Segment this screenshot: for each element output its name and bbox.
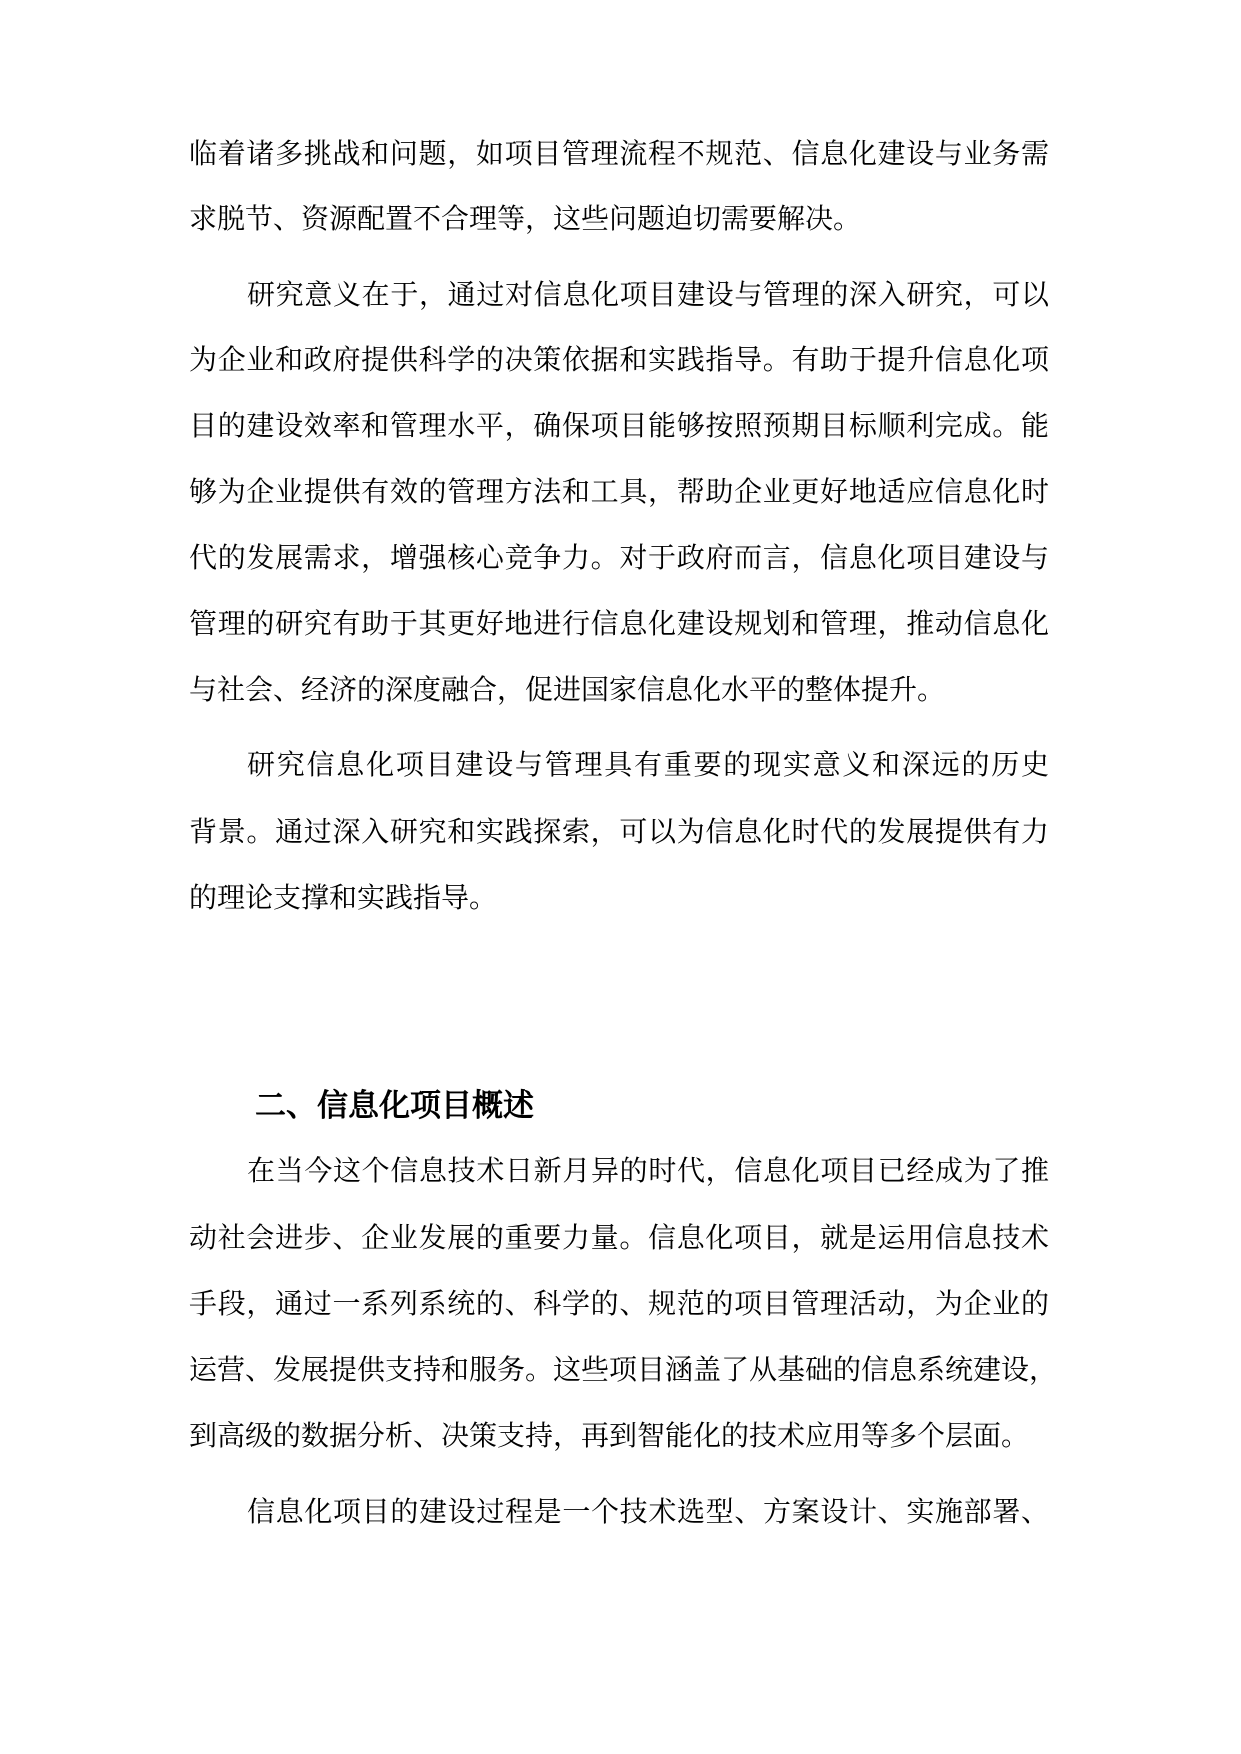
section-paragraph-1-line-3: 手段，通过一系列系统的、科学的、规范的项目管理活动，为企业的: [189, 1287, 1049, 1320]
section-paragraph-1-line-5: 到高级的数据分析、决策支持，再到智能化的技术应用等多个层面。: [189, 1419, 1030, 1452]
section-heading: 二、信息化项目概述: [255, 1088, 534, 1124]
paragraph-2-line-5: 代的发展需求，增强核心竞争力。对于政府而言，信息化项目建设与: [189, 541, 1049, 574]
paragraph-3-line-1: 研究信息化项目建设与管理具有重要的现实意义和深远的历史: [247, 748, 1049, 781]
section-paragraph-1-line-4: 运营、发展提供支持和服务。这些项目涵盖了从基础的信息系统建设，: [189, 1353, 1058, 1386]
paragraph-2-line-6: 管理的研究有助于其更好地进行信息化建设规划和管理，推动信息化: [189, 607, 1049, 640]
paragraph-1-line-2: 求脱节、资源配置不合理等，这些问题迫切需要解决。: [189, 202, 862, 235]
section-paragraph-1-line-2: 动社会进步、企业发展的重要力量。信息化项目，就是运用信息技术: [189, 1221, 1049, 1254]
paragraph-3-line-2: 背景。通过深入研究和实践探索，可以为信息化时代的发展提供有力: [189, 815, 1049, 848]
paragraph-2-line-2: 为企业和政府提供科学的决策依据和实践指导。有助于提升信息化项: [189, 343, 1049, 376]
paragraph-2-line-7: 与社会、经济的深度融合，促进国家信息化水平的整体提升。: [189, 673, 946, 706]
paragraph-2-line-4: 够为企业提供有效的管理方法和工具，帮助企业更好地适应信息化时: [189, 475, 1049, 508]
paragraph-2-line-1: 研究意义在于，通过对信息化项目建设与管理的深入研究，可以: [247, 278, 1049, 311]
section-paragraph-2-line-1: 信息化项目的建设过程是一个技术选型、方案设计、实施部署、: [247, 1495, 1049, 1528]
paragraph-1-line-1: 临着诸多挑战和问题，如项目管理流程不规范、信息化建设与业务需: [189, 137, 1049, 170]
paragraph-3-line-3: 的理论支撑和实践指导。: [189, 881, 498, 914]
section-paragraph-1-line-1: 在当今这个信息技术日新月异的时代，信息化项目已经成为了推: [247, 1154, 1049, 1187]
paragraph-2-line-3: 目的建设效率和管理水平，确保项目能够按照预期目标顺利完成。能: [189, 409, 1049, 442]
